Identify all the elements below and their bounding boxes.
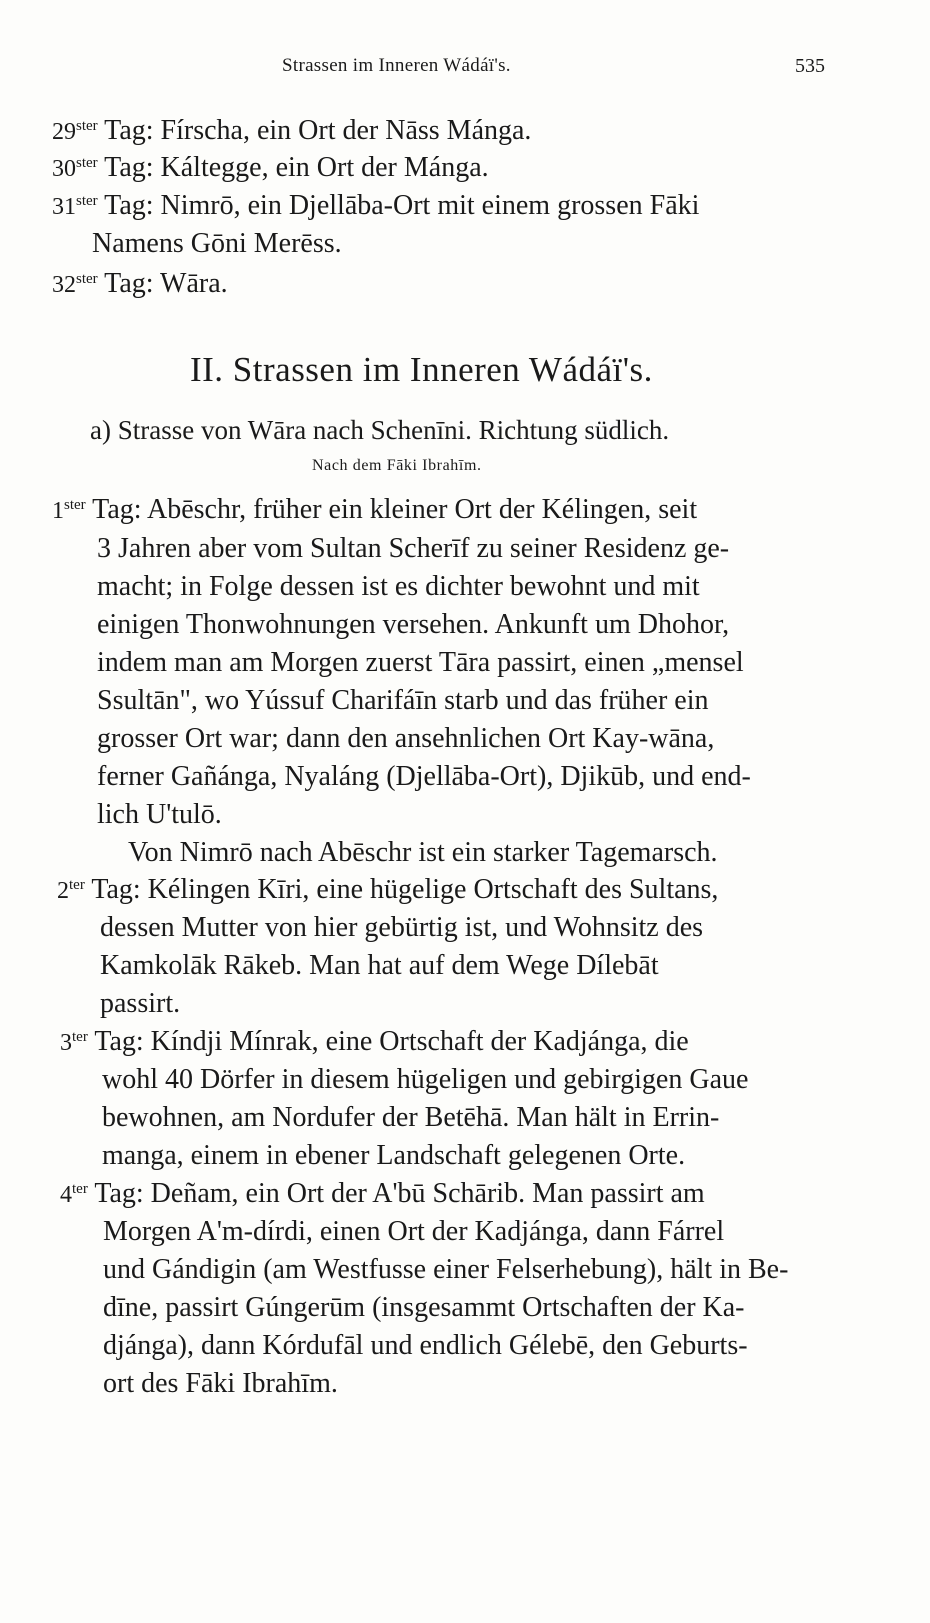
page-number: 535 <box>795 55 825 77</box>
route-title: a) Strasse von Wāra nach Schenīni. Richtung südlich. <box>90 415 670 445</box>
text-line: lich U'tulō. <box>97 799 222 830</box>
text-line: $3^{ter}$ Tag: Kíndji Mínrak, eine Ortschaft der Kadjánga, die <box>60 1026 689 1057</box>
text-line: macht; in Folge dessen ist es dichter bewohnt und mit <box>97 571 700 602</box>
text-line: Kamkolāk Rākeb. Man hat auf dem Wege Dílebāt <box>100 950 659 981</box>
text-line: und Gándigin (am Westfusse einer Felserhebung), hält in Be- <box>103 1254 789 1285</box>
text-line: indem man am Morgen zuerst Tāra passirt, einen „mensel <box>97 647 744 678</box>
text-line: ort des Fāki Ibrahīm. <box>103 1368 338 1399</box>
day-line: $32^{ster}$ Tag: Wāra. <box>52 268 228 299</box>
text-line: bewohnen, am Nordufer der Betēhā. Man hält in Errin- <box>102 1102 720 1133</box>
text-line: ferner Gañánga, Nyaláng (Djellāba-Ort), Djikūb, und end- <box>97 761 751 792</box>
text-line: Ssultān", wo Yússuf Charifáīn starb und das früher ein <box>97 685 709 716</box>
text-line: dessen Mutter von hier gebürtig ist, und Wohnsitz des <box>100 912 704 943</box>
text-line: $4^{ter}$ Tag: Deñam, ein Ort der A'bū Schārib. Man passirt am <box>60 1178 705 1209</box>
source-note: Nach dem Fāki Ibrahīm. <box>312 457 482 474</box>
text-line: Morgen A'm-dírdi, einen Ort der Kadjánga, dann Fárrel <box>103 1216 725 1247</box>
text-line: wohl 40 Dörfer in diesem hügeligen und gebirgigen Gaue <box>102 1064 749 1095</box>
text-line: passirt. <box>100 988 181 1019</box>
text-line: $2^{ter}$ Tag: Kélingen Kīri, eine hügelige Ortschaft des Sultans, <box>57 874 719 905</box>
text-line: djánga), dann Kórdufāl und endlich Gélebē, den Geburts- <box>103 1330 748 1361</box>
text-line: grosser Ort war; dann den ansehnlichen Ort Kay-wāna, <box>97 723 715 754</box>
text-line: $1^{ster}$ Tag: Abēschr, früher ein kleiner Ort der Kélingen, seit <box>52 494 698 525</box>
text-line: Von Nimrō nach Abēschr ist ein starker Tagemarsch. <box>128 837 718 868</box>
text-line: manga, einem in ebener Landschaft gelegenen Orte. <box>102 1140 686 1171</box>
section-heading: II. Strassen im Inneren Wádáï's. <box>190 350 653 389</box>
text-line: 3 Jahren aber vom Sultan Scherīf zu seiner Residenz ge- <box>97 533 730 564</box>
day-line-continuation: Namens Gōni Merēss. <box>92 228 342 259</box>
text-line: einigen Thonwohnungen versehen. Ankunft um Dhohor, <box>97 609 730 640</box>
running-title: Strassen im Inneren Wádáï's. <box>282 55 511 76</box>
day-line: $29^{ster}$ Tag: Fírscha, ein Ort der Nāss Mánga. <box>52 115 532 146</box>
running-head <box>0 55 930 85</box>
day-line: $31^{ster}$ Tag: Nimrō, ein Djellāba-Ort mit einem grossen Fāki <box>52 190 700 221</box>
day-line: $30^{ster}$ Tag: Káltegge, ein Ort der Mánga. <box>52 152 489 183</box>
text-line: dīne, passirt Gúngerūm (insgesammt Ortschaften der Ka- <box>103 1292 745 1323</box>
